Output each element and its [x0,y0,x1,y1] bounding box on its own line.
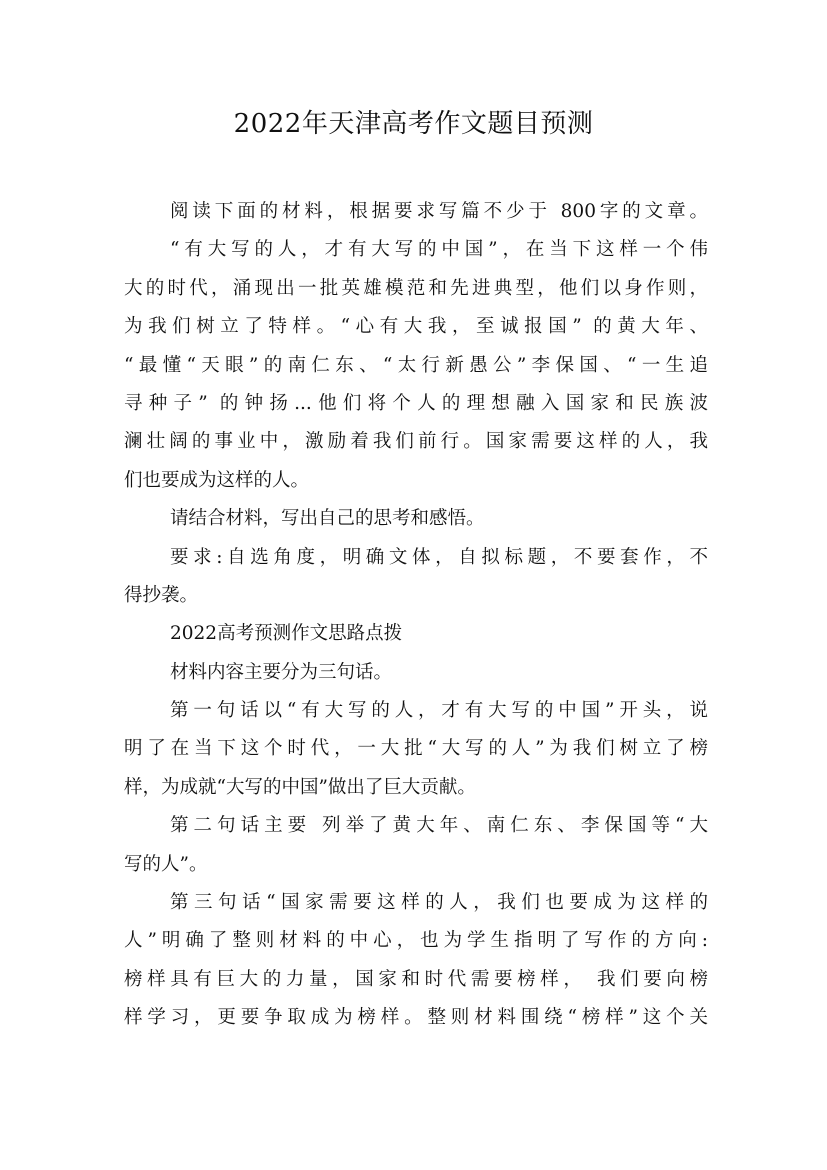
body-line: 第二句话主要 列举了黄大年、南仁东、李保国等“大 [170,815,708,837]
section-heading: 2022高考预测作文思路点拨 [170,623,403,645]
body-line: 第三句话“国家需要这样的人，我们也要成为这样的 [170,892,708,914]
body-line: 样学习，更要争取成为榜样。整则材料围绕“榜样”这个关 [124,1007,708,1029]
body-line: 为我们树立了特样。“心有大我，至诚报国” 的黄大年、 [124,316,708,338]
body-line: 澜壮阔的事业中，激励着我们前行。国家需要这样的人，我 [124,431,708,453]
body-line: 榜样具有巨大的力量，国家和时代需要榜样， 我们要向榜 [124,968,708,990]
body-line: 写的人”。 [124,853,208,875]
body-line: “有大写的人，才有大写的中国”，在当下这样一个伟 [170,239,708,261]
body-line: 阅读下面的材料，根据要求写篇不少于 800字的文章。 [170,201,708,222]
body-line: 材料内容主要分为三句话。 [170,661,393,683]
body-line: 要求:自选角度，明确文体，自拟标题，不要套作，不 [170,546,708,568]
body-line: 得抄袭。 [124,584,199,606]
document-body [124,193,708,1038]
body-line: “最懂“天眼”的南仁东、“太行新愚公”李保国、“一生追 [124,354,708,376]
body-line: 们也要成为这样的人。 [124,469,310,491]
document-title: 2022年天津高考作文题目预测 [233,109,594,139]
body-line: 寻种子” 的钟扬...他们将个人的理想融入国家和民族波 [124,392,708,414]
body-line: 明了在当下这个时代，一大批“大写的人”为我们树立了榜 [124,738,708,760]
body-line: 第一句话以“有大写的人，才有大写的中国”开头，说 [170,700,708,722]
body-line: 人”明确了整则材料的中心，也为学生指明了写作的方向: [124,930,708,952]
body-line: 样，为成就“大写的中国”做出了巨大贡献。 [124,776,476,798]
body-line: 大的时代，涌现出一批英雄模范和先进典型，他们以身作则， [124,277,708,299]
body-line: 请结合材料，写出自己的思考和感悟。 [170,508,485,530]
